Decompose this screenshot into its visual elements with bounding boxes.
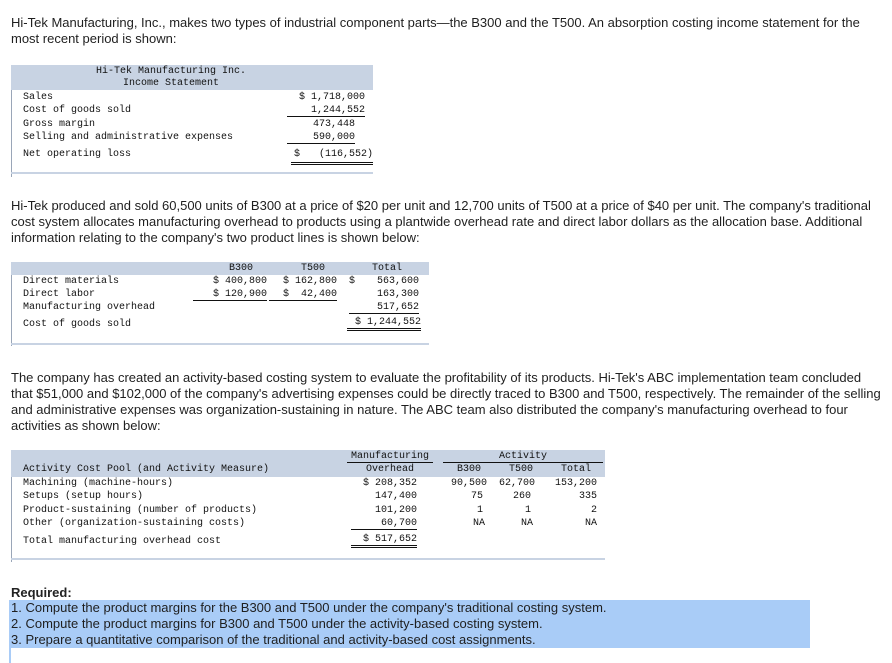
cell-b300: NA	[472, 518, 485, 529]
row-label: Selling and administrative expenses	[23, 132, 234, 143]
dollar-sign: $	[294, 149, 301, 160]
row-label: Product-sustaining (number of products)	[23, 505, 258, 516]
required-item-2: 2. Compute the product margins for B300 and T500 under the activity-based costing system.	[11, 616, 543, 631]
cell-t500: 1	[524, 505, 531, 516]
cell-b300: 90,500	[450, 478, 487, 489]
row-label: Direct materials	[23, 276, 120, 287]
paragraph-abc: The company has created an activity-based costing system to evaluate the profitability of its products. Hi-Tek's ABC implementation team concluded that $51,000 and $102,000 of the company's advertising expenses could be directly traced to B300 and T500, respectively. The remainder of the selling and administrative expenses was organization-sustaining in nature. The ABC team also distributed the company's manufacturing overhead to four activities as shown below:	[11, 370, 881, 433]
cell-overhead: 60,700	[351, 518, 417, 530]
cell-total: NA	[584, 518, 597, 529]
cell-total: $ 1,244,552	[347, 317, 421, 331]
intro-paragraph: Hi-Tek Manufacturing, Inc., makes two types of industrial component parts—the B300 and the T500. An absorption costing income statement for the most recent period is shown:	[11, 15, 860, 46]
company-name: Hi-Tek Manufacturing Inc.	[95, 66, 247, 77]
col-header-t500: T500	[508, 464, 533, 475]
row-label: Direct labor	[23, 289, 96, 300]
cell-b300: $ 400,800	[212, 276, 267, 287]
row-label: Other (organization-sustaining costs)	[23, 518, 246, 529]
cell-t500: NA	[520, 518, 533, 529]
cell-t500: $ 42,400	[269, 289, 337, 301]
row-label: Gross margin	[23, 119, 96, 130]
cell-overhead: 101,200	[374, 505, 417, 516]
row-value: 1,244,552	[287, 105, 365, 117]
row-value: 473,448	[312, 119, 355, 130]
income-statement-table	[11, 65, 373, 177]
cell-overhead: $ 208,352	[362, 478, 417, 489]
row-label: Net operating loss	[23, 149, 132, 160]
dollar-sign: $	[349, 276, 356, 287]
col-header-t500: T500	[300, 263, 325, 274]
activity-cost-table	[11, 450, 605, 562]
cell-total: 335	[578, 491, 597, 502]
required-item-3: 3. Prepare a quantitative comparison of the traditional and activity-based cost assignments.	[11, 632, 536, 647]
cell-t500: 260	[512, 491, 531, 502]
required-item-1: 1. Compute the product margins for the B300 and T500 under the company's traditional costing system.	[11, 600, 607, 615]
row-label: Setups (setup hours)	[23, 491, 144, 502]
product-cost-table	[11, 262, 429, 346]
cell-total: 563,600	[376, 276, 419, 287]
row-value: (116,552)	[318, 149, 373, 160]
cell-total: 153,200	[554, 478, 597, 489]
col-header-activity: Activity	[443, 451, 603, 463]
col-header-b300: B300	[456, 464, 481, 475]
cell-b300: 1	[476, 505, 483, 516]
total-row-label: Total manufacturing overhead cost	[23, 536, 222, 547]
col-header-total: Total	[560, 464, 591, 475]
col-header-manufacturing: Manufacturing	[347, 451, 433, 463]
row-value: $ 1,718,000	[298, 92, 365, 103]
cell-t500: 62,700	[498, 478, 535, 489]
cell-t500: $ 162,800	[282, 276, 337, 287]
cell-total: 163,300	[376, 289, 419, 300]
col-header-total: Total	[371, 263, 402, 274]
cell-total: 2	[590, 505, 597, 516]
text-cursor	[9, 648, 11, 663]
row-label: Sales	[23, 92, 54, 103]
cell-b300: $ 120,900	[193, 289, 267, 301]
cell-total: 517,652	[349, 302, 419, 314]
cell-b300: 75	[470, 491, 483, 502]
required-heading: Required:	[11, 585, 72, 600]
col-header-pool: Activity Cost Pool (and Activity Measure)	[23, 464, 270, 475]
row-label: Cost of goods sold	[23, 105, 132, 116]
statement-title: Income Statement	[122, 78, 219, 89]
row-value: 590,000	[287, 132, 355, 144]
col-header-overhead: Overhead	[365, 464, 414, 475]
col-header-b300: B300	[228, 263, 253, 274]
cell-overhead: 147,400	[374, 491, 417, 502]
row-label: Cost of goods sold	[23, 319, 132, 330]
total-row-value: $ 517,652	[351, 534, 417, 548]
row-label: Manufacturing overhead	[23, 302, 156, 313]
row-label: Machining (machine-hours)	[23, 478, 174, 489]
paragraph-units: Hi-Tek produced and sold 60,500 units of B300 at a price of $20 per unit and 12,700 units of T500 at a price of $40 per unit. The company's traditional cost system allocates manufacturing overhead to products using a plantwide overhead rate and direct labor dollars as the allocation base. Additional information relating to the company's two product lines is shown below:	[11, 198, 871, 245]
